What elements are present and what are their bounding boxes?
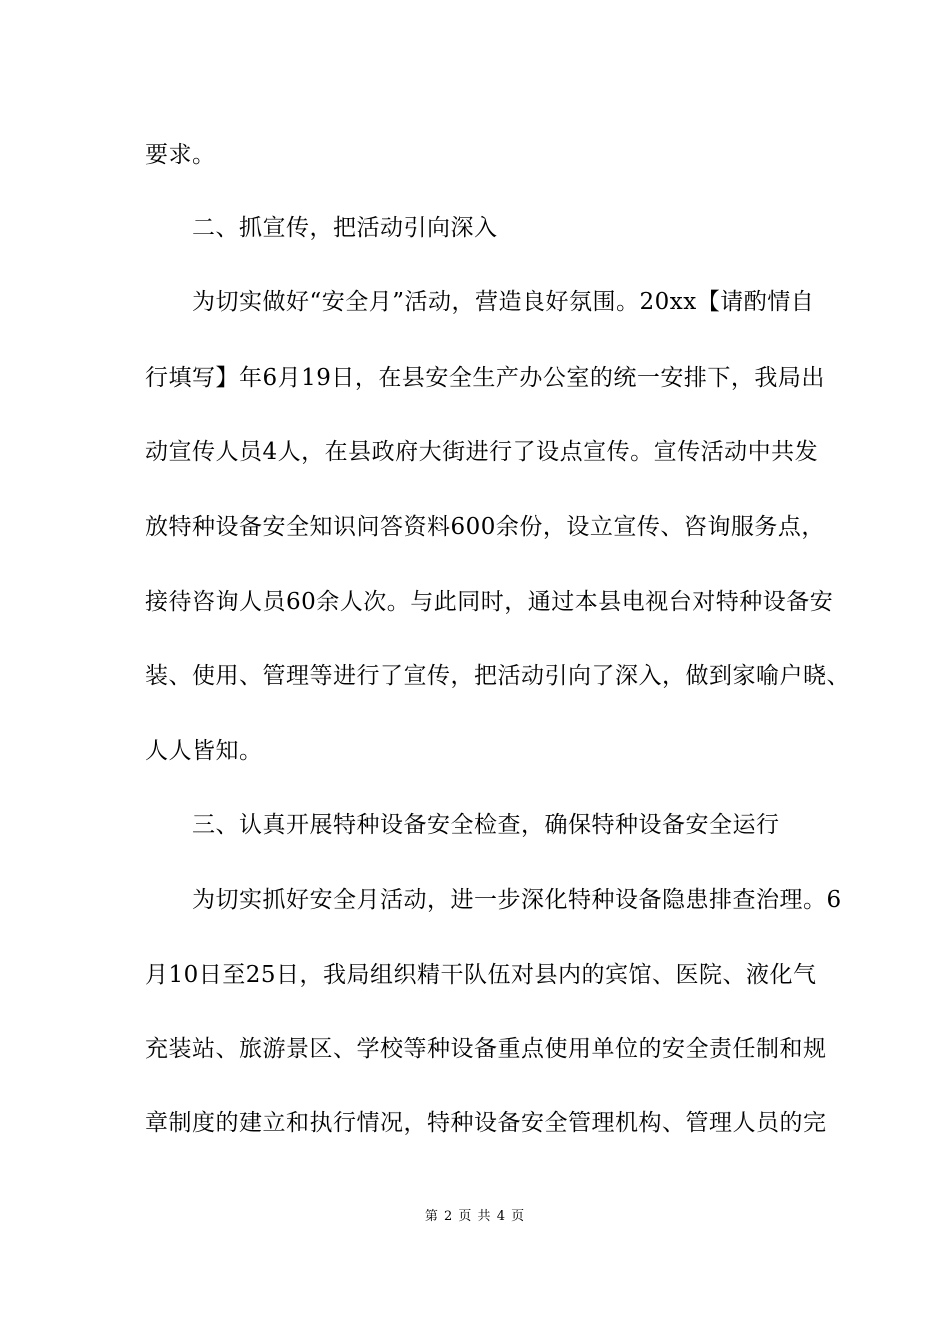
body-line: 装、使用、管理等进行了宣传，把活动引向了深入，做到家喻户晓、 [145,663,850,689]
body-line: 放特种设备安全知识问答资料600余份，设立宣传、咨询服务点， [145,514,825,540]
section-heading: 三、认真开展特种设备安全检查，确保特种设备安全运行 [192,812,780,838]
body-line: 要求。 [145,142,216,168]
body-line: 章制度的建立和执行情况，特种设备安全管理机构、管理人员的完 [145,1110,827,1136]
body-line: 为切实抓好安全月活动，进一步深化特种设备隐患排查治理。6 [192,887,842,913]
body-line: 月10日至25日，我局组织精干队伍对县内的宾馆、医院、液化气 [145,962,817,988]
body-line: 行填写】年6月19日，在县安全生产办公室的统一安排下，我局出 [145,365,825,391]
body-line: 为切实做好“安全月”活动，营造良好氛围。20xx【请酌情自 [192,289,815,315]
body-line: 充装站、旅游景区、学校等种设备重点使用单位的安全责任制和规 [145,1036,827,1062]
section-heading: 二、抓宣传，把活动引向深入 [192,215,498,241]
body-line: 动宣传人员4人，在县政府大街进行了设点宣传。宣传活动中共发 [145,439,819,465]
page-number-footer: 第 2 页 共 4 页 [424,1209,526,1224]
body-line: 人人皆知。 [145,738,263,764]
body-line: 接待咨询人员60余人次。与此同时，通过本县电视台对特种设备安 [145,589,834,615]
